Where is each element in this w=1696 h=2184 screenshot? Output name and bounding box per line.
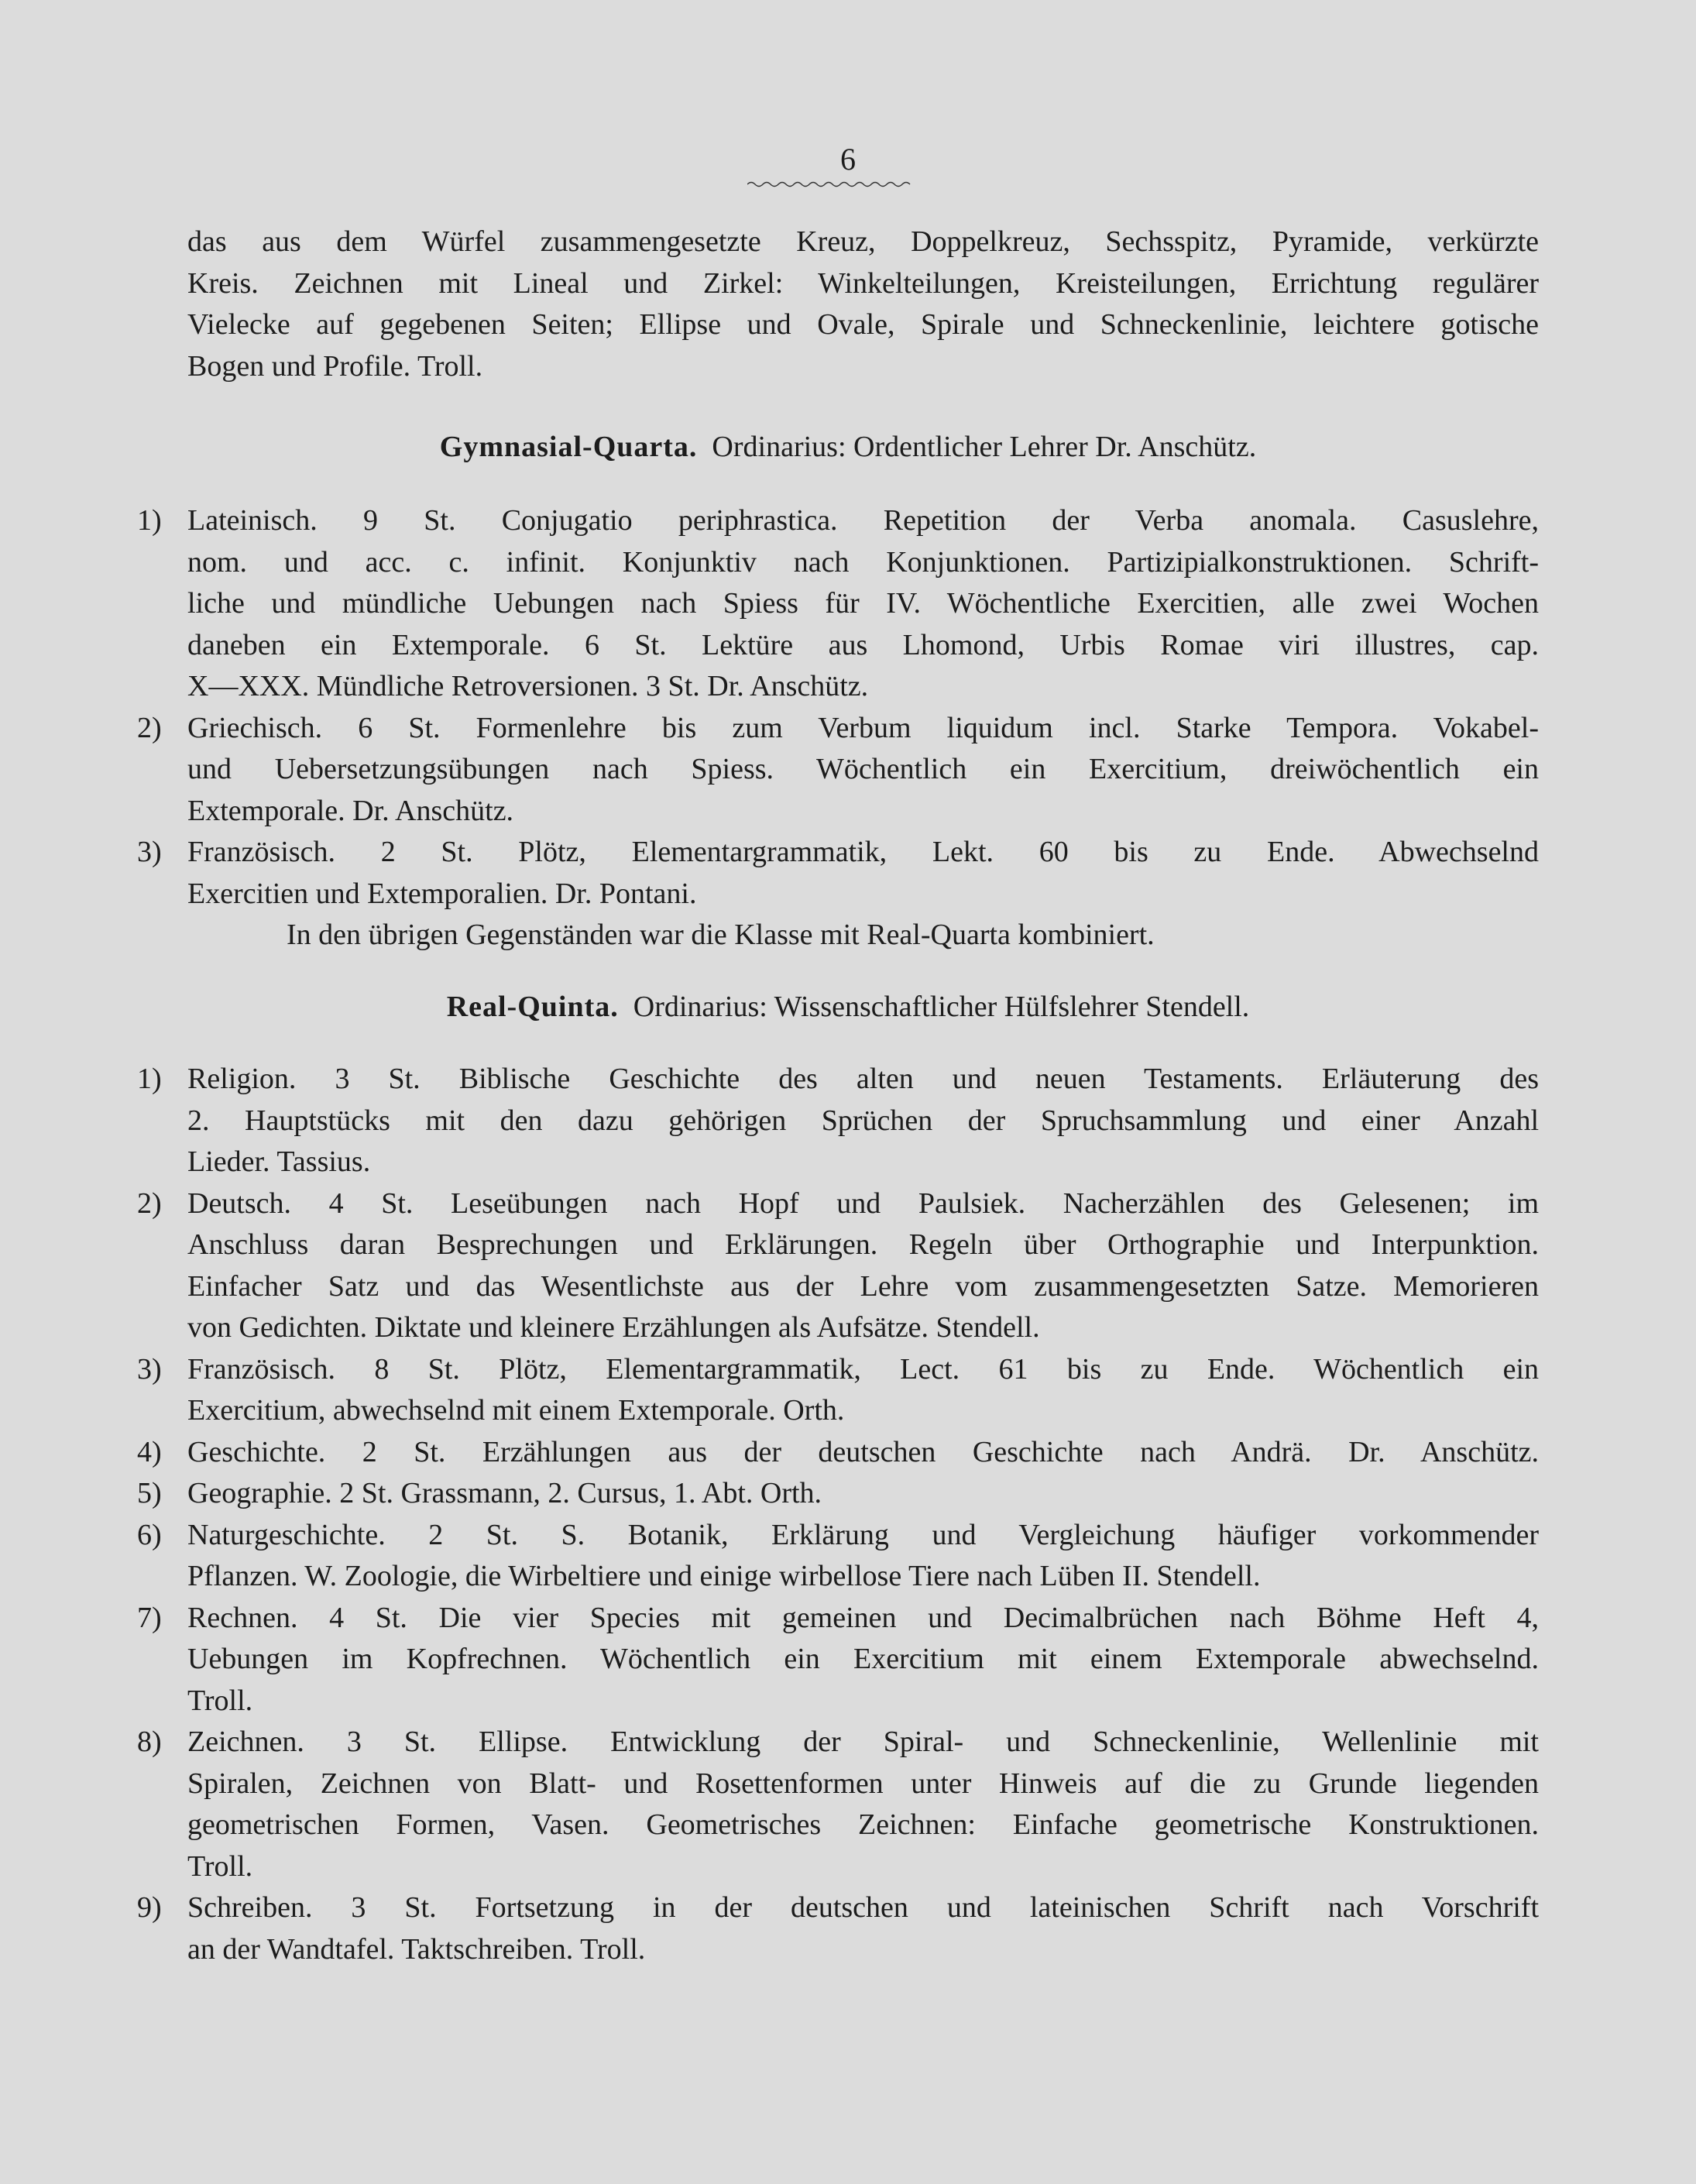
section1-list xyxy=(137,500,1539,956)
list-item xyxy=(137,1432,1539,1474)
section-note: In den übrigen Gegenständen war die Klasse mit Real-Quarta kombiniert. xyxy=(287,919,1155,951)
list-item xyxy=(137,832,1539,915)
text-line: nom. und acc. c. infinit. Konjunktiv nach Konjunktionen. Partizipialkonstruktionen. Schrift- xyxy=(187,545,1539,579)
text-line: Exercitien und Extemporalien. Dr. Pontani. xyxy=(187,877,697,910)
text-line: an der Wandtafel. Taktschreiben. Troll. xyxy=(187,1932,646,1966)
section-title: Gymnasial-Quarta. xyxy=(439,431,698,463)
text-line: Kreis. Zeichnen mit Lineal und Zirkel: Winkelteilungen, Kreisteilungen, Errichtung regulärer xyxy=(187,266,1539,300)
text-line: Troll. xyxy=(187,1849,253,1883)
text-line: von Gedichten. Diktate und kleinere Erzählungen als Aufsätze. Stendell. xyxy=(187,1311,1040,1344)
list-item xyxy=(137,708,1539,833)
section-title: Real-Quinta. xyxy=(446,991,619,1023)
section-heading-gymnasial-quarta xyxy=(0,430,1696,464)
text-line: Einfacher Satz und das Wesentlichste aus der Lehre vom zusammengesetzten Satze. Memorieren xyxy=(187,1269,1539,1303)
list-item xyxy=(137,1473,1539,1515)
item-number: 3) xyxy=(137,1352,162,1386)
text-line: daneben ein Extemporale. 6 St. Lektüre aus Lhomond, Urbis Romae viri illustres, cap. xyxy=(187,628,1539,661)
list-item xyxy=(137,1183,1539,1349)
text-line: geometrischen Formen, Vasen. Geometrisches Zeichnen: Einfache geometrische Konstruktionen. xyxy=(187,1808,1539,1841)
section2-list xyxy=(137,1059,1539,1970)
item-number: 9) xyxy=(137,1891,162,1924)
list-item xyxy=(137,500,1539,708)
item-number: 2) xyxy=(137,1186,162,1220)
text-line: Spiralen, Zeichnen von Blatt- und Rosettenformen unter Hinweis auf die zu Grunde liegenden xyxy=(187,1767,1539,1800)
text-line: Lieder. Tassius. xyxy=(187,1145,371,1178)
text-line: Naturgeschichte. 2 St. S. Botanik, Erklärung und Vergleichung häufiger vorkommender xyxy=(187,1518,1539,1551)
item-number: 1) xyxy=(137,504,162,537)
section-ordinarius: Ordinarius: Wissenschaftlicher Hülfslehrer Stendell. xyxy=(633,991,1250,1023)
text-line: Rechnen. 4 St. Die vier Species mit gemeinen und Decimalbrüchen nach Böhme Heft 4, xyxy=(187,1601,1539,1634)
text-line: das aus dem Würfel zusammengesetzte Kreuz, Doppelkreuz, Sechsspitz, Pyramide, verkürzte xyxy=(187,225,1539,258)
section-heading-real-quinta xyxy=(0,990,1696,1024)
decorative-wave-rule xyxy=(747,180,914,188)
text-line: Religion. 3 St. Biblische Geschichte des alten und neuen Testaments. Erläuterung des xyxy=(187,1063,1539,1095)
text-line: Deutsch. 4 St. Leseübungen nach Hopf und Paulsiek. Nacherzählen des Gelesenen; im xyxy=(187,1186,1539,1220)
item-number: 8) xyxy=(137,1726,162,1758)
item-number: 6) xyxy=(137,1518,162,1551)
item-number: 4) xyxy=(137,1435,162,1468)
section-ordinarius: Ordinarius: Ordentlicher Lehrer Dr. Anschütz. xyxy=(712,431,1257,463)
list-item xyxy=(137,1722,1539,1887)
text-line: liche und mündliche Uebungen nach Spiess für IV. Wöchentliche Exercitien, alle zwei Wochen xyxy=(187,587,1539,620)
item-number: 7) xyxy=(137,1601,162,1634)
text-line: Griechisch. 6 St. Formenlehre bis zum Verbum liquidum incl. Starke Tempora. Vokabel- xyxy=(187,711,1539,744)
list-item xyxy=(137,1598,1539,1722)
text-line: X—XXX. Mündliche Retroversionen. 3 St. Dr. Anschütz. xyxy=(187,670,869,702)
intro-paragraph xyxy=(187,221,1539,387)
text-line: Geschichte. 2 St. Erzählungen aus der deutschen Geschichte nach Andrä. Dr. Anschütz. xyxy=(187,1435,1539,1468)
text-line: Troll. xyxy=(187,1684,253,1717)
text-line: Schreiben. 3 St. Fortsetzung in der deutschen und lateinischen Schrift nach Vorschrift xyxy=(187,1891,1539,1924)
text-line: Pflanzen. W. Zoologie, die Wirbeltiere und einige wirbellose Tiere nach Lüben II. Stendell. xyxy=(187,1560,1261,1592)
item-number: 2) xyxy=(137,711,162,744)
item-number: 3) xyxy=(137,836,162,868)
text-line: Bogen und Profile. Troll. xyxy=(187,349,483,383)
text-line: Extemporale. Dr. Anschütz. xyxy=(187,794,514,827)
text-line: Zeichnen. 3 St. Ellipse. Entwicklung der Spiral- und Schneckenlinie, Wellenlinie mit xyxy=(187,1726,1539,1758)
item-number: 5) xyxy=(137,1477,162,1509)
text-line: Französisch. 8 St. Plötz, Elementargrammatik, Lect. 61 bis zu Ende. Wöchentlich ein xyxy=(187,1352,1539,1386)
item-number: 1) xyxy=(137,1063,162,1095)
list-item xyxy=(137,1059,1539,1183)
text-line: Exercitium, abwechselnd mit einem Extemporale. Orth. xyxy=(187,1394,845,1427)
text-line: und Uebersetzungsübungen nach Spiess. Wöchentlich ein Exercitium, dreiwöchentlich ein xyxy=(187,753,1539,785)
text-line: Uebungen im Kopfrechnen. Wöchentlich ein Exercitium mit einem Extemporale abwechselnd. xyxy=(187,1643,1539,1675)
list-item xyxy=(137,1887,1539,1970)
text-line: Französisch. 2 St. Plötz, Elementargrammatik, Lekt. 60 bis zu Ende. Abwechselnd xyxy=(187,836,1539,868)
text-line: Lateinisch. 9 St. Conjugatio periphrastica. Repetition der Verba anomala. Casuslehre, xyxy=(187,504,1539,537)
list-item xyxy=(137,1349,1539,1432)
text-line: Geographie. 2 St. Grassmann, 2. Cursus, 1. Abt. Orth. xyxy=(187,1477,822,1509)
page-number: 6 xyxy=(840,142,856,177)
text-line: Anschluss daran Besprechungen und Erklärungen. Regeln über Orthographie und Interpunktion. xyxy=(187,1228,1539,1261)
list-item xyxy=(137,1515,1539,1598)
text-line: Vielecke auf gegebenen Seiten; Ellipse und Ovale, Spirale und Schneckenlinie, leichtere gotische xyxy=(187,308,1539,341)
text-line: 2. Hauptstücks mit den dazu gehörigen Sprüchen der Spruchsammlung und einer Anzahl xyxy=(187,1104,1539,1137)
